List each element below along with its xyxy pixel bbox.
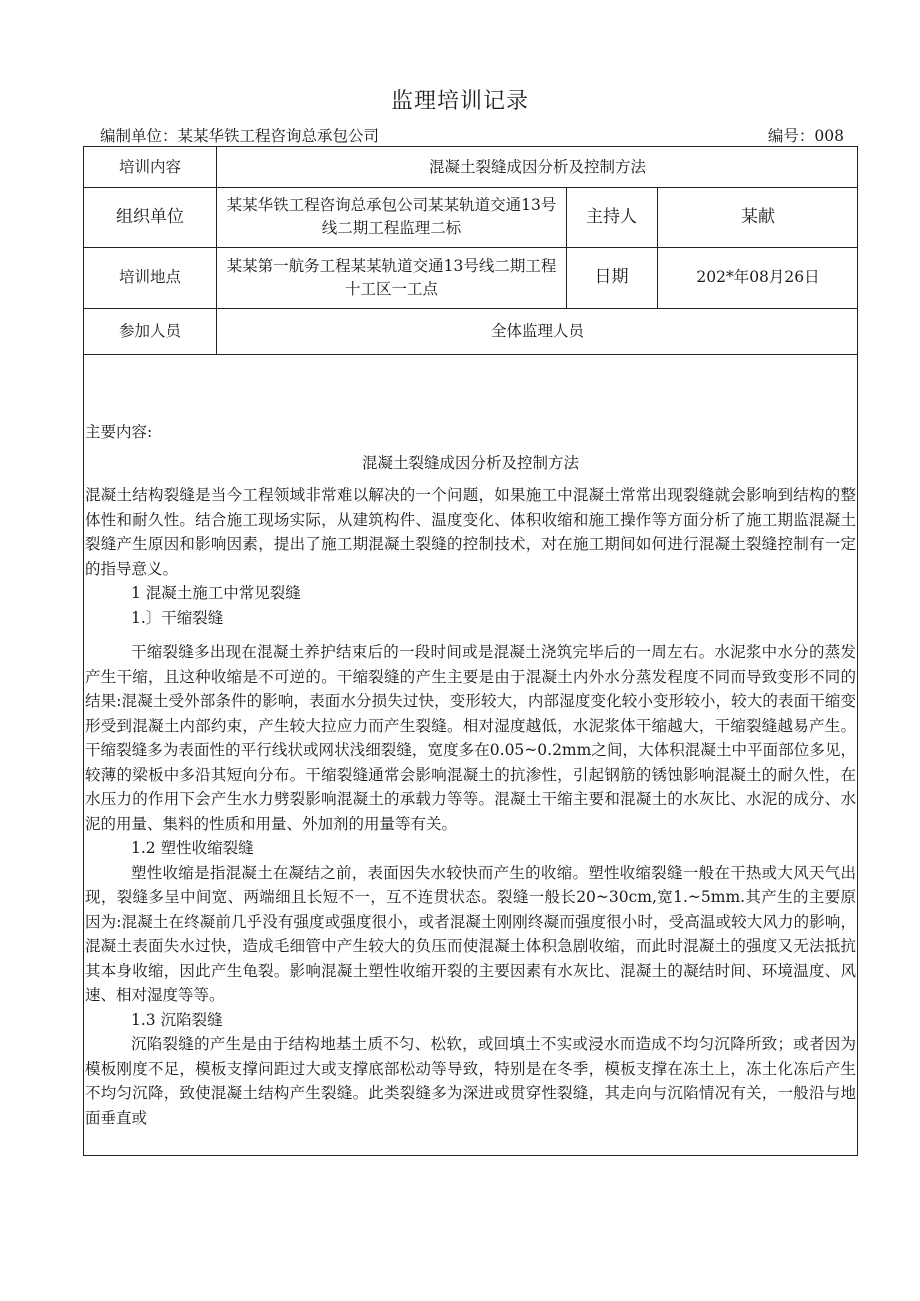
- section-1-1-paragraph: 干缩裂缝多出现在混凝土养护结束后的一段时间或是混凝土浇筑完毕后的一周左右。水泥浆中水分的蒸发产生干缩，且这种收缩是不可逆的。干缩裂缝的产生主要是由于混凝土内外水分蒸发程度不同而导致变形不同的结果:混凝土受外部条件的影响，表面水分损失过快，变形较大，内部湿度变化较小变形较小，较大的表面干缩变形受到混凝土内部约束，产生较大拉应力而产生裂缝。相对湿度越低，水泥浆体干缩越大，干缩裂缝越易产生。干缩裂缝多为表面性的平行线状或网状浅细裂缝，宽度多在0.05~0.2mm之间，大体积混凝土中平面部位多见，较薄的梁板中多沿其短向分布。干缩裂缝通常会影响混凝土的抗渗性，引起钢筋的锈蚀影响混凝土的耐久性，在水压力的作用下会产生水力劈裂影响混凝土的承载力等等。混凝土干缩主要和混凝土的水灰比、水泥的成分、水泥的用量、集料的性质和用量、外加剂的用量等有关。: [85, 643, 856, 833]
- value-organizer: 某某华铁工程咨询总承包公司某某轨道交通13号线二期工程监理二标: [226, 196, 557, 237]
- label-training-content: 培训内容: [118, 157, 181, 176]
- document-title: 监理培训记录: [390, 89, 529, 114]
- compiler-unit: [100, 124, 379, 146]
- value-training-content: 混凝土裂缝成因分析及控制方法: [428, 157, 646, 176]
- content-label: 主要内容:: [85, 423, 153, 441]
- value-date: 202*年08月26日: [696, 268, 820, 286]
- number-value: 008: [814, 127, 844, 145]
- section-1-2-heading: 1.2 塑性收缩裂缝: [131, 839, 254, 857]
- section-1-3-heading: 1.3 沉陷裂缝: [131, 1010, 223, 1029]
- content-subtitle: 混凝土裂缝成因分析及控制方法: [361, 453, 579, 472]
- section-1-heading: 1 混凝土施工中常见裂缝: [131, 584, 301, 602]
- document-number: [768, 124, 844, 146]
- value-participants: 全体监理人员: [490, 321, 584, 340]
- record-table: [83, 146, 858, 1156]
- intro-paragraph: 混凝土结构裂缝是当今工程领域非常难以解决的一个问题，如果施工中混凝土常常出现裂缝就会影响到结构的整体性和耐久性。结合施工现场实际，从建筑构件、温度变化、体积收缩和施工操作等方面分析了施工期监混凝土裂缝产生原因和影响因素，提出了施工期混凝土裂缝的控制技术，对在施工期间如何进行混凝土裂缝控制有一定的指导意义。: [85, 486, 856, 578]
- label-participants: 参加人员: [118, 321, 181, 340]
- label-location: 培训地点: [118, 268, 181, 286]
- compiler-label: 编制单位：: [100, 127, 178, 145]
- section-1-1-heading: 1.〕干缩裂缝: [131, 608, 224, 627]
- label-organizer: 组织单位: [116, 206, 184, 227]
- label-date: 日期: [594, 267, 629, 287]
- label-host: 主持人: [586, 206, 637, 227]
- section-1-2-paragraph: 塑性收缩是指混凝土在凝结之前，表面因失水较快而产生的收缩。塑性收缩裂缝一般在干热或大风天气出现，裂缝多呈中间宽、两端细且长短不一，互不连贯状态。裂缝一般长20~30cm,宽1.~5mm.其产生的主要原因为:混凝土在终凝前几乎没有强度或强度很小，或者混凝土刚刚终凝而强度很小时，受高温或较大风力的影响，混凝土表面失水过快，造成毛细管中产生较大的负压而使混凝土体积急剧收缩，而此时混凝土的强度又无法抵抗其本身收缩，因此产生龟裂。影响混凝土塑性收缩开裂的主要因素有水灰比、混凝土的凝结时间、环境温度、风速、相对湿度等等。: [85, 863, 856, 1004]
- main-content: [84, 355, 859, 1130]
- section-1-3-paragraph: 沉陷裂缝的产生是由于结构地基土质不匀、松软，或回填土不实或浸水而造成不均匀沉降所致；或者因为模板刚度不足，模板支撑问距过大或支撑底部松动等导致，特别是在冬季，模板支撑在冻土上，冻土化冻后产生不均匀沉降，致使混凝土结构产生裂缝。此类裂缝多为深进或贯穿性裂缝，其走向与沉陷情况有关，一般沿与地面垂直或: [85, 1035, 856, 1127]
- number-label: 编号：: [767, 127, 815, 145]
- value-host: 某献: [741, 206, 775, 227]
- value-location: 某某第一航务工程某某轨道交通13号线二期工程十工区一工点: [226, 256, 557, 298]
- compiler-value: 某某华铁工程咨询总承包公司: [177, 127, 380, 145]
